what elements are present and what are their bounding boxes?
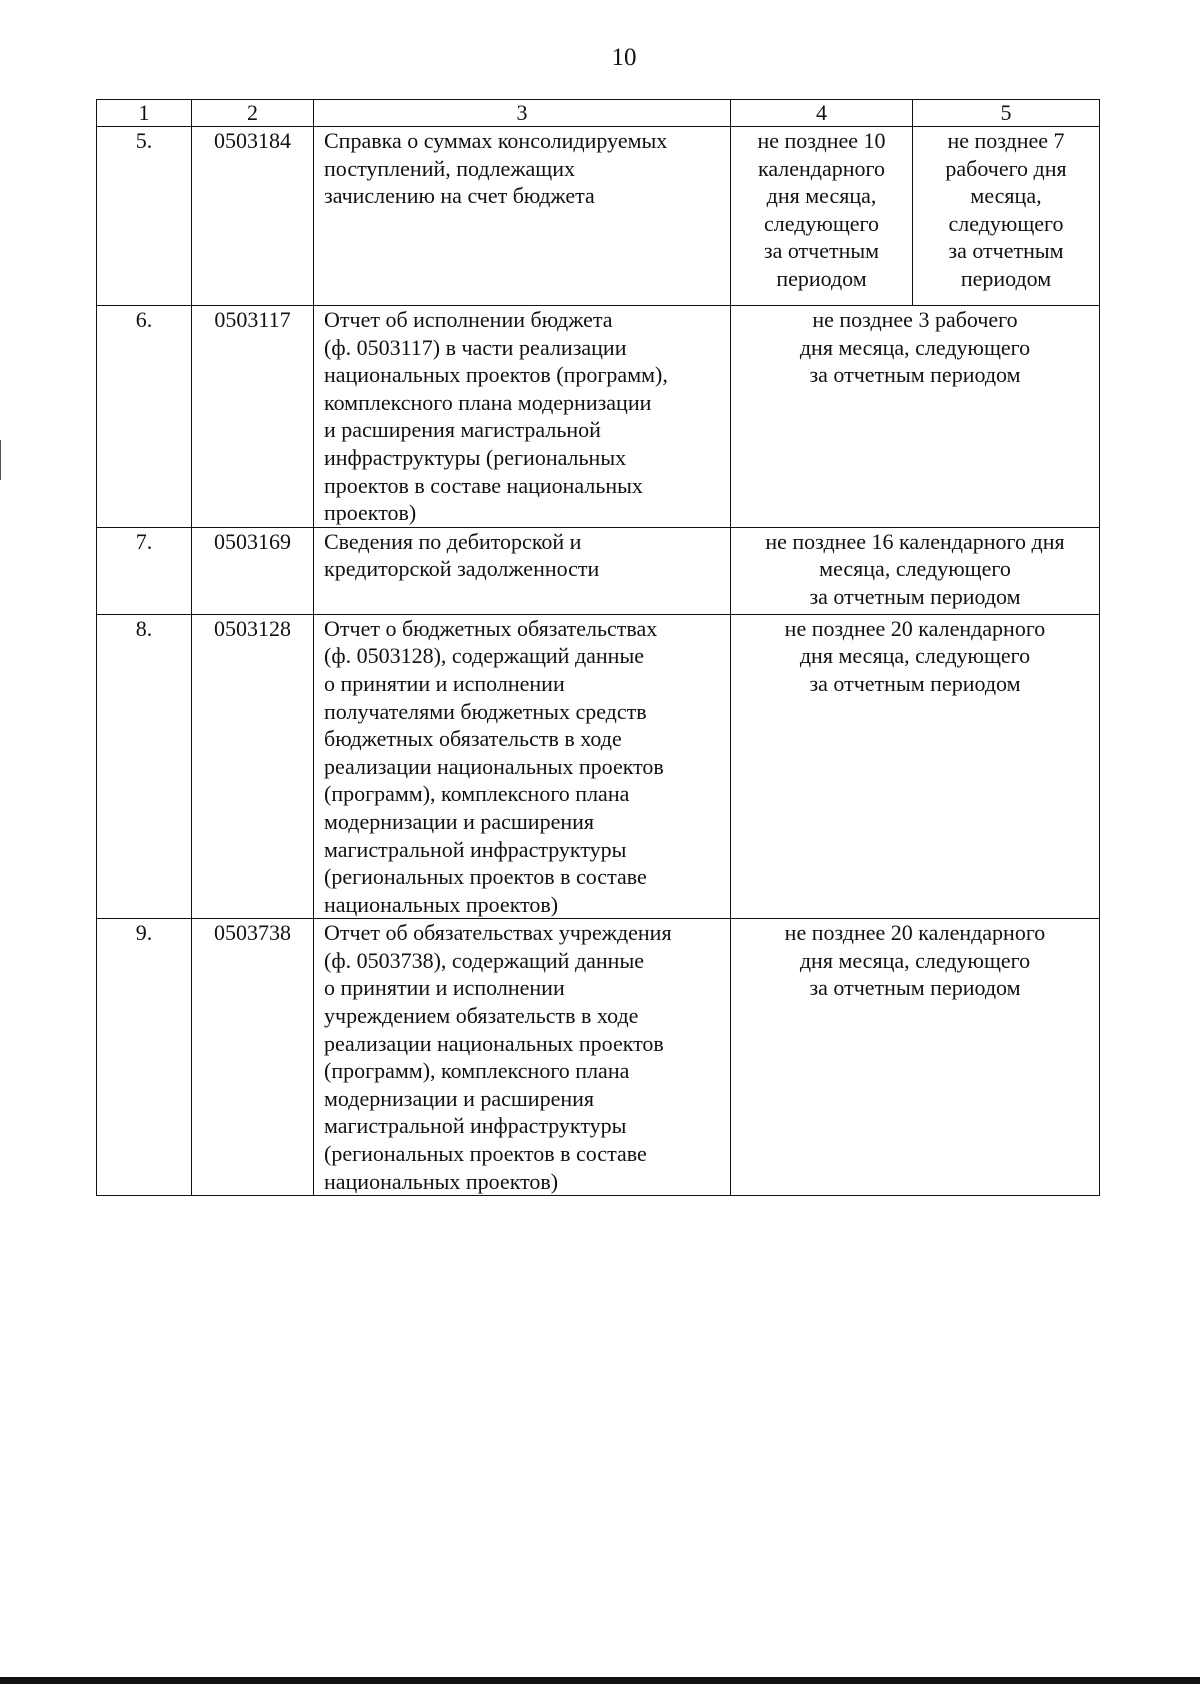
deadline-line: не позднее 10 [757, 128, 886, 153]
deadline-line: не позднее 7 [947, 128, 1065, 153]
form-name-line: бюджетных обязательств в ходе [324, 726, 622, 752]
deadline-line: не позднее 3 рабочего [812, 307, 1018, 332]
scan-bottom-border [0, 1677, 1200, 1684]
table-header-row [97, 100, 1100, 127]
form-code: 0503169 [192, 527, 314, 614]
table-row [97, 919, 1100, 1196]
deadline-line: не позднее 20 календарного [784, 920, 1046, 946]
form-name-line: зачислению на счет бюджета [324, 183, 595, 209]
form-name-line: проектов) [324, 500, 417, 526]
deadline-line: за отчетным [948, 238, 1064, 264]
form-name-line: (ф. 0503128), содержащий данные [324, 643, 644, 669]
form-name-line: кредиторской задолженности [324, 556, 600, 582]
column-number-4: 4 [731, 100, 913, 127]
form-name-line: национальных проектов) [324, 891, 559, 917]
deadline-line: не позднее 20 календарного [784, 615, 1046, 641]
form-name-line: (ф. 0503117) в части реализации [324, 334, 627, 360]
deadline-line: за отчетным [763, 238, 880, 264]
form-name-line: проектов в составе национальных [324, 472, 643, 498]
deadline-merged [731, 527, 1100, 614]
form-name-line: о принятии и исполнении [324, 670, 565, 696]
form-name-line: комплексного плана модернизации [324, 389, 652, 415]
form-code: 0503117 [192, 306, 314, 528]
form-name-line: (региональных проектов в составе [324, 1141, 647, 1167]
deadline-line: месяца, следующего [819, 556, 1011, 582]
scan-edge-mark [0, 440, 1, 480]
deadline-column-5 [913, 127, 1100, 306]
row-number: 7. [97, 527, 192, 614]
form-name-line: учреждением обязательств в ходе [324, 1003, 639, 1029]
deadline-line: периодом [776, 265, 867, 291]
form-name-line: реализации национальных проектов [324, 1030, 664, 1056]
form-name-line: Справка о суммах консолидируемых [324, 128, 668, 153]
form-name-line: инфраструктуры (региональных [324, 444, 627, 470]
form-code: 0503184 [192, 127, 314, 306]
deadline-line: следующего [948, 210, 1064, 236]
form-name-line: национальных проектов) [324, 1168, 559, 1194]
deadline-merged [731, 919, 1100, 1196]
deadline-line: за отчетным периодом [809, 975, 1021, 1001]
deadline-line: дня месяца, следующего [799, 643, 1031, 669]
form-name [314, 614, 731, 919]
form-name-line: получателями бюджетных средств [324, 698, 647, 724]
form-name-line: и расширения магистральной [324, 417, 601, 443]
form-name-line: модернизации и расширения [324, 808, 595, 834]
reporting-deadlines-table [96, 99, 1100, 1196]
table-row [97, 306, 1100, 528]
row-number: 5. [97, 127, 192, 306]
form-name [314, 527, 731, 614]
form-name-line: национальных проектов (программ), [324, 362, 668, 388]
form-name-line: Отчет о бюджетных обязательствах [324, 615, 658, 641]
row-number: 8. [97, 614, 192, 919]
form-name-line: (программ), комплексного плана [324, 781, 630, 807]
form-code: 0503128 [192, 614, 314, 919]
form-name [314, 919, 731, 1196]
column-number-1: 1 [97, 100, 192, 127]
deadline-line: за отчетным периодом [809, 583, 1021, 609]
deadline-line: дня месяца, [766, 183, 877, 209]
deadline-line: дня месяца, следующего [799, 947, 1031, 973]
deadline-merged [731, 614, 1100, 919]
deadline-line: за отчетным периодом [809, 362, 1021, 388]
form-code: 0503738 [192, 919, 314, 1196]
deadline-line: месяца, [970, 183, 1042, 209]
form-name-line: магистральной инфраструктуры [324, 1113, 627, 1139]
deadline-line: следующего [763, 210, 880, 236]
deadline-column-4 [731, 127, 913, 306]
row-number: 6. [97, 306, 192, 528]
form-name [314, 127, 731, 306]
page-number: 10 [611, 44, 637, 71]
form-name-line: Отчет об обязательствах учреждения [324, 920, 672, 946]
column-number-2: 2 [192, 100, 314, 127]
form-name-line: (программ), комплексного плана [324, 1058, 630, 1084]
form-name-line: (ф. 0503738), содержащий данные [324, 947, 644, 973]
row-number: 9. [97, 919, 192, 1196]
deadline-line: не позднее 16 календарного дня [765, 528, 1065, 554]
column-number-3: 3 [314, 100, 731, 127]
form-name [314, 306, 731, 528]
form-name-line: Отчет об исполнении бюджета [324, 307, 613, 332]
form-name-line: модернизации и расширения [324, 1085, 595, 1111]
form-name-line: о принятии и исполнении [324, 975, 565, 1001]
form-name-line: реализации национальных проектов [324, 753, 664, 779]
form-name-line: магистральной инфраструктуры [324, 836, 627, 862]
deadline-line: периодом [960, 265, 1052, 291]
deadline-line: дня месяца, следующего [799, 334, 1031, 360]
deadline-line: за отчетным периодом [809, 670, 1021, 696]
form-name-line: Сведения по дебиторской и [324, 528, 582, 554]
table-row [97, 527, 1100, 614]
deadline-line: календарного [757, 155, 886, 181]
column-number-5: 5 [913, 100, 1100, 127]
form-name-line: поступлений, подлежащих [324, 155, 576, 181]
deadline-line: рабочего дня [945, 155, 1067, 181]
form-name-line: (региональных проектов в составе [324, 864, 647, 890]
table-row [97, 127, 1100, 306]
deadline-merged [731, 306, 1100, 528]
table-row [97, 614, 1100, 919]
